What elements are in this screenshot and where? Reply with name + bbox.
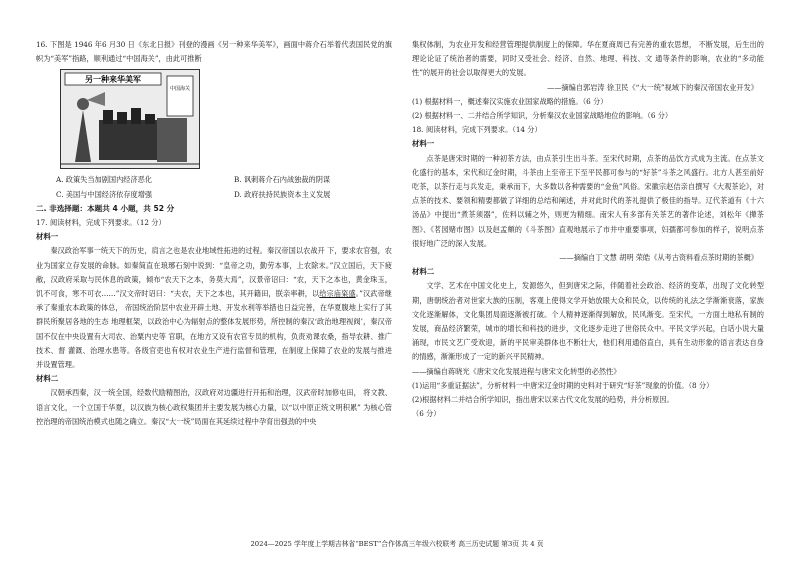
q17-material2-continued: 集权体制，为农业开发和经营管理提供制度上的保障。华在夏商周已有完善的重农思想， 不断发展，后生出的理论论证了统治者的需要，同时又受社会、经济、自然、地理、科技、文 通等条件的影响，农业的“多动能性”的展开的社会以取得更大的发展。: [412, 40, 764, 78]
cartoon-title: 另一种来华美军: [85, 75, 141, 85]
q18-material1-text: 点茶是唐宋时期的一种初茶方法，由点茶引生出斗茶。至宋代时期，点茶的品饮方式成为主流。在点茶文化盛行的基本，宋代和辽金时期，斗茶由上至帝王下至平民都可参与的“好茶”斗茶之风盛行。北方人甚至前好吃茶，以茶行走与兵发走，秉承而下，大多数以各种需要的“金鱼”风俗。宋徽宗赵佶亲自撰写《大观茶论》，对点茶的技术、要领和精要都做了详细的总结和阐述，并对此时代的茶礼提供了极佳的指导。辽代茶道有《十六汤品》中提出“煮茶须器”，佐料以辅之外，则更为精细。南宋人有多部有关茶艺的著作论述，刘松年《撵茶图》、《茗园赌市图》以及赵孟頫的《斗茶图》直观地展示了市井中重要事项，妇孺都可参加的样子，说明点茶很好地广泛的深入发展。: [412, 153, 764, 248]
q18-subquestion-2: (2)根据材料二并结合所学知识，指出唐宋以来古代文化发展的趋势，并分析原因。: [412, 395, 674, 405]
q17-material2-text: 汉朝承西秦，汉一统全国，经数代励精图治，汉政府对边疆进行开拓和治理，汉武帝时加修屯田， 将文教、语言文化，一个立国于华夏，以汉族为核心政权集团并主要发展为核心力量，以“以中原正统文明积累” 为核心管控治理的帝国统治模式也随之确立。秦汉“大一统”局面在其延续过程中孕育出强劲的中央: [36, 388, 392, 426]
q17-subquestion-2: (2) 根据材料一、二并结合所学知识，分析秦汉农业国家战略地位的影响。（6 分）: [412, 111, 673, 121]
cartoon-image: [60, 69, 200, 169]
q16-stem: 16. 下图是 1946 年6 月30 日《东北日报》刊登的漫画《另一种来华美军》，画面中蒋介石举着代表国民党的旗帜为“美军”指路，顺利通过“中国海关”，由此可推断: [36, 40, 392, 64]
option-b[interactable]: B. 讽刺蒋介石内战独裁的阴谋: [234, 175, 331, 185]
q18-subquestion-2-score: （6 分）: [412, 409, 441, 419]
q18-subquestion-1: (1)运用“多重证据法”，分析材料一中唐宋辽金时期的史料对于研究“好茶”现象的价值。（8 分）: [412, 380, 714, 390]
cartoon-drawing: [61, 70, 199, 168]
q18-prompt: 18. 阅读材料，完成下列要求。（14 分）: [412, 125, 542, 135]
q18-material2-label: 材料二: [412, 267, 435, 277]
section-heading: 二. 非选择题：本题共 4 小题，共 52 分: [36, 203, 175, 213]
cartoon-sign: 中国海关: [169, 86, 191, 93]
q17-source: ——摘编自郭岩涛 徐卫民《“大一统”视域下的秦汉帝国农业开发》: [547, 82, 758, 92]
left-column: [36, 38, 392, 429]
q17-material1-text: 秦汉政治军事一统天下的历史，肩言之也是农业地域性拓进的过程。秦汉帝国以农战开 下，要求农官强，农业为国家立存发展的命脉。如秦简直在琅琊石刻中说到：“皇帝之功，勤劳本事，上农除末。”汉立国后，天下疲敝，汉政府采取与民休息的政策，倾布“农天下之本，务莫大焉”，汉景帝诏曰：“农，天下之本也，黄金珠玉，饥不可食，寒不可衣……”汉文帝时诏曰：“夫农，天下之本也，其开籍田，朕亲率耕，以给宗庙粢盛。”汉武帝继承了秦重农本政策的体总， 帝国统治阶层中农业开辟土地、开发水利等举措也日益完善，在华夏腹地上实行了其群民所聚居各地的生态 地理框架，以政治中心为辐射点的整体发展形势，所控制的秦汉‘政治地理视阀’，秦汉帝国不仅在中央设置有大司农、治粟内史等 官职，在地方又设有农官专员的机构，负责劝课农桑，指导农耕、推广技术、督 灌溉、治理水患等。各级官吏也有权对农业生产进行监督和管理，在制度上保障了农业的发展与推进 并设置管理。: [36, 246, 392, 370]
q16-options: [56, 173, 392, 201]
option-c[interactable]: C. 美国与中国经济依存度增强: [56, 189, 153, 199]
q17-subquestion-1: (1) 根据材料一，概述秦汉实施农业国家战略的措施。（6 分）: [412, 96, 608, 106]
q18-material2-text: 文学、艺术在中国文化史上，发源悠久，但到唐宋之际，伴随着社会政治、经济的变革，出现了文化转型期，唐朝统治者对世家大族的压制，客观上使得文学开始放眼大众和民众，以传统的礼法之学渐渐衰落，家族文化逐渐解体，文化集团局面逐渐被打破。个人精神逐渐得到解放，民风渐变。至宋代，一方面土地私有制的发展，商品经济繁荣，城市的增长和科技的进步，文化逐步走进了世俗民众中。平民文学兴起，白话小说大量涌现，市民文艺广受欢迎，新的平民审美群体也不断壮大，他们利用通俗直白，具有生动形象的语言表达自身的情感，渐渐形成了一定的新兴平民精神。: [412, 281, 764, 362]
q18-material1-label: 材料一: [412, 139, 435, 149]
q18-source-2: ——摘编自蒋晓光《唐宋文化发展进程与唐宋文化转型的必然性》: [412, 366, 621, 376]
q18-source-1: ——摘编自丁文慧 胡明 荣皓《从考古资料看点茶时期的茶概》: [559, 253, 758, 263]
page-footer: 2024—2025 学年度上学期吉林省“BEST”合作体高三年级六校联考 高三历史试题 第3页 共 4 页: [250, 540, 544, 548]
q17-prompt: 17. 阅读材料，完成下列要求。（12 分）: [36, 218, 166, 228]
q17-material1-label: 材料一: [36, 232, 59, 242]
option-d[interactable]: D. 政府扶持民族资本主义发展: [234, 189, 331, 199]
right-column: [412, 38, 764, 421]
option-a[interactable]: A. 政策失当加剧国内经济恶化: [56, 175, 153, 185]
q17-material2-label: 材料二: [36, 374, 59, 384]
underlined-phrase: 给宗庙粢盛: [319, 289, 356, 299]
